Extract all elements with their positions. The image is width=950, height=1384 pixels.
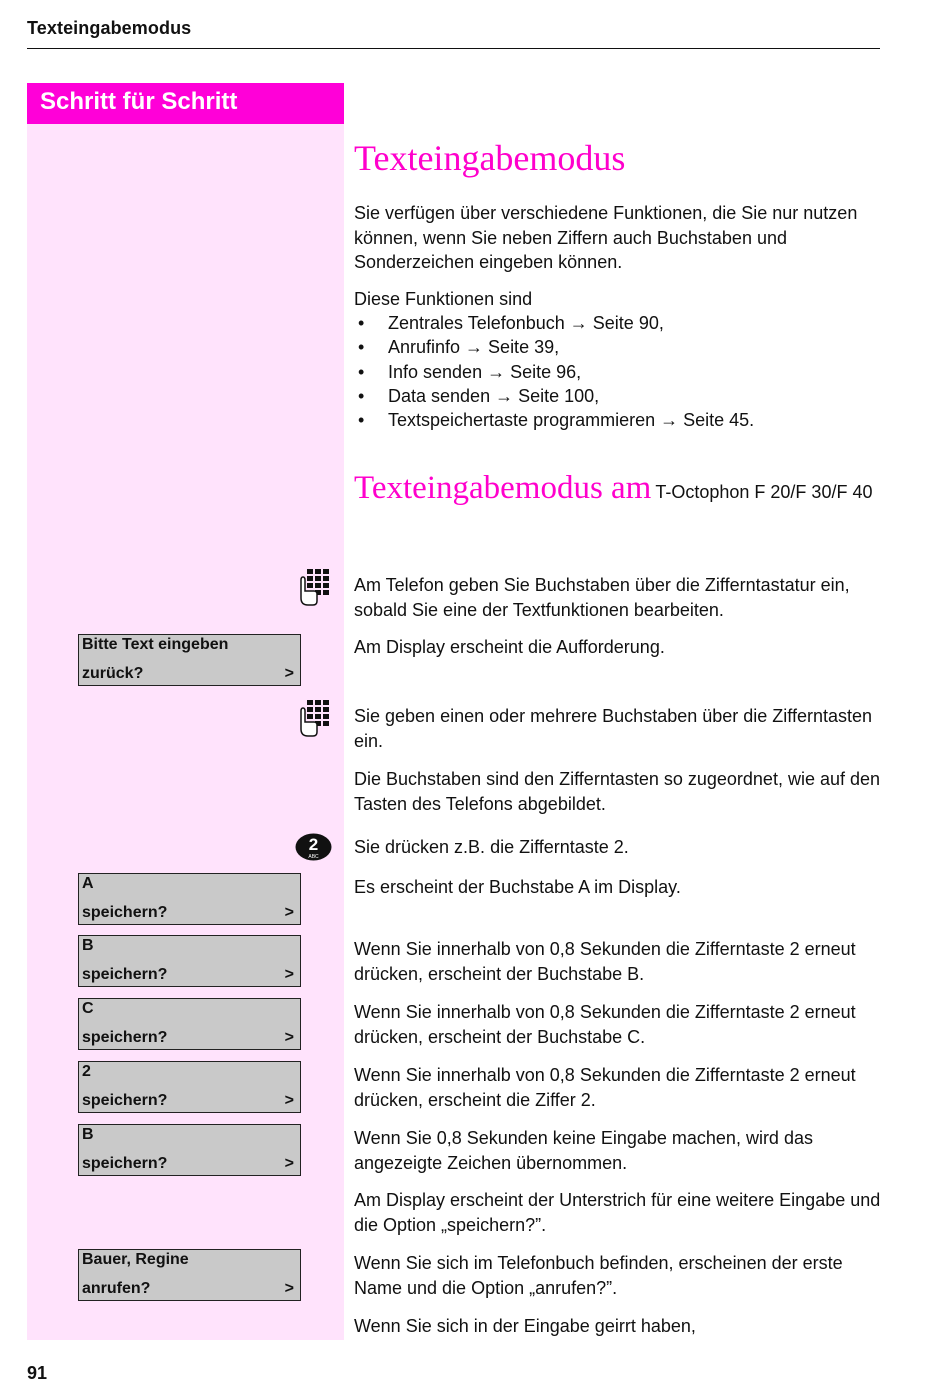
step-text: Am Display erscheint die Aufforderung. — [354, 637, 665, 657]
phone-display — [78, 1061, 301, 1113]
phone-display — [78, 998, 301, 1050]
step-text: Wenn Sie innerhalb von 0,8 Sekunden die Zifferntaste 2 erneut drücken, erscheint die Ziffer 2. — [354, 1065, 856, 1110]
display-line1: B — [82, 1126, 94, 1143]
display-line2: speichern? — [82, 904, 168, 921]
key-letters: ABC — [308, 854, 319, 860]
display-arrow: > — [284, 1029, 294, 1046]
step-text: Es erscheint der Buchstabe A im Display. — [354, 877, 681, 897]
display-line1: B — [82, 937, 94, 954]
phone-display — [78, 634, 301, 686]
display-line2: anrufen? — [82, 1280, 151, 1297]
list-item: • Anrufinfo → Seite 39, — [358, 337, 560, 358]
display-arrow: > — [284, 1280, 294, 1297]
sidebar-title: Schritt für Schritt — [40, 88, 238, 115]
display-line2: speichern? — [82, 1092, 168, 1109]
display-line1: A — [82, 875, 94, 892]
digit-key-icon — [295, 833, 332, 861]
display-line2: zurück? — [82, 665, 144, 682]
keypad-icon — [296, 568, 332, 608]
list-item: • Data senden → Seite 100, — [358, 385, 600, 406]
display-line1: Bauer, Regine — [82, 1251, 189, 1268]
display-line1: Bitte Text eingeben — [82, 636, 229, 653]
header-rule — [27, 48, 880, 49]
phone-display — [78, 1124, 301, 1176]
page-number: 91 — [27, 1363, 48, 1383]
section-heading-suffix: T-Octophon F 20/F 30/F 40 — [655, 482, 873, 502]
step-text: Wenn Sie sich im Telefonbuch befinden, erscheinen der erste Name und die Option „anrufen?”. — [354, 1253, 843, 1298]
list-item: • Zentrales Telefonbuch → Seite 90, — [358, 313, 664, 333]
functions-intro: Diese Funktionen sind — [354, 289, 533, 309]
step-text: Wenn Sie sich in der Eingabe geirrt haben, — [354, 1316, 696, 1336]
phone-display — [78, 1249, 301, 1301]
page-title: Texteingabemodus — [354, 138, 626, 178]
display-line2: speichern? — [82, 1029, 168, 1046]
intro-paragraph: Sie verfügen über verschiedene Funktionen, die Sie nur nutzen können, wenn Sie neben Ziffern auch Buchstaben und Sonderzeichen eingeben können. — [354, 203, 858, 272]
phone-display — [78, 935, 301, 987]
display-arrow: > — [284, 966, 294, 983]
step-text: Die Buchstaben sind den Zifferntasten so zugeordnet, wie auf den Tasten des Telefons abgebildet. — [354, 769, 881, 814]
step-text: Wenn Sie 0,8 Sekunden keine Eingabe machen, wird das angezeigte Zeichen übernommen. — [354, 1128, 813, 1173]
display-line1: C — [82, 1000, 94, 1017]
keypad-icon — [296, 699, 332, 739]
display-line2: speichern? — [82, 966, 168, 983]
key-digit: 2 — [308, 835, 319, 854]
phone-display — [78, 873, 301, 925]
list-item: • Info senden → Seite 96, — [358, 361, 582, 382]
step-text: Am Display erscheint der Unterstrich für eine weitere Eingabe und die Option „speichern?”. — [354, 1190, 881, 1235]
display-arrow: > — [284, 1092, 294, 1109]
list-item: • Textspeichertaste programmieren → Seite 45. — [358, 410, 755, 431]
display-arrow: > — [284, 665, 294, 682]
functions-list — [354, 311, 882, 432]
display-line1: 2 — [82, 1063, 91, 1080]
display-line2: speichern? — [82, 1155, 168, 1172]
step-text: Am Telefon geben Sie Buchstaben über die Zifferntastatur ein, sobald Sie eine der Textfunktionen bearbeiten. — [354, 575, 850, 620]
running-header: Texteingabemodus — [27, 18, 192, 38]
step-text: Sie geben einen oder mehrere Buchstaben über die Zifferntasten ein. — [354, 706, 873, 751]
step-text: Wenn Sie innerhalb von 0,8 Sekunden die Zifferntaste 2 erneut drücken, erscheint der Buchstabe C. — [354, 1002, 856, 1047]
step-text: Sie drücken z.B. die Zifferntaste 2. — [354, 837, 629, 857]
display-arrow: > — [284, 904, 294, 921]
display-arrow: > — [284, 1155, 294, 1172]
section-heading: Texteingabemodus am T-Octophon F 20/F 30/F 40 — [354, 470, 873, 506]
step-text: Wenn Sie innerhalb von 0,8 Sekunden die Zifferntaste 2 erneut drücken, erscheint der Buchstabe B. — [354, 939, 856, 984]
